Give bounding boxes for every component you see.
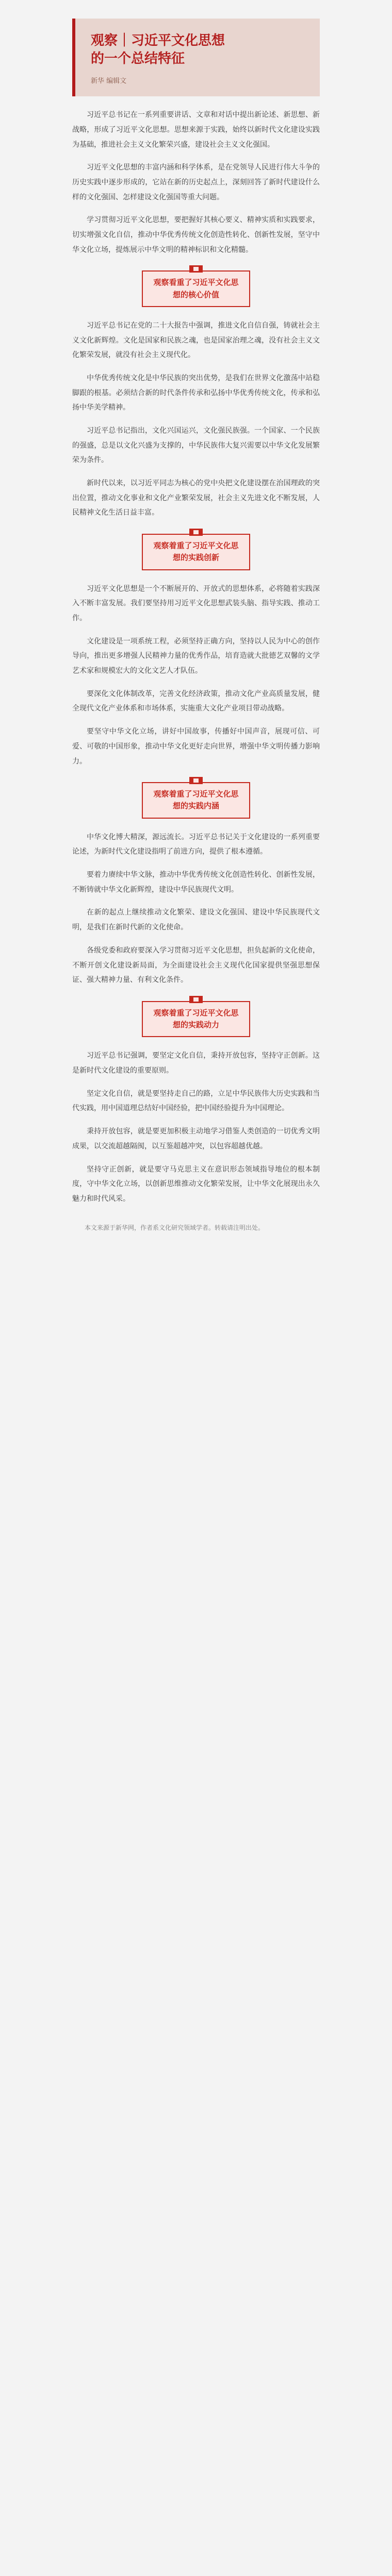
paragraph: 习近平文化思想的丰富内涵和科学体系，是在党领导人民进行伟大斗争的历史实践中逐步形成的，它站在新的历史起点上，深刻回答了新时代建设什么样的文化强国、怎样建设文化强国等重大问题。	[72, 163, 320, 201]
section-2	[72, 582, 320, 769]
paragraph: 文化建设是一项系统工程，必须坚持正确方向，坚持以人民为中心的创作导向，推出更多增强人民精神力量的优秀作品，培育造就大批德艺双馨的文学艺术家和规模宏大的文化文艺人才队伍。	[72, 637, 320, 675]
paragraph: 习近平总书记强调，要坚定文化自信，秉持开放包容，坚持守正创新。这是新时代文化建设的重要原则。	[72, 1052, 320, 1075]
article-title-line2: 的一个总结特征	[91, 51, 185, 67]
paragraph: 习近平文化思想是一个不断展开的、开放式的思想体系，必将随着实践深入不断丰富发展。我们要坚持用习近平文化思想武装头脑、指导实践、推动工作。	[72, 584, 320, 622]
paragraph: 要着力赓续中华文脉，推动中华优秀传统文化创造性转化、创新性发展，不断铸就中华文化新辉煌，建设中华民族现代文明。	[72, 871, 320, 894]
section-heading-2	[142, 534, 250, 570]
ribbon-icon	[189, 777, 203, 784]
paragraph: 要坚守中华文化立场，讲好中国故事，传播好中国声音，展现可信、可爱、可敬的中国形象，推动中华文化更好走向世界，增强中华文明传播力影响力。	[72, 727, 320, 766]
section-heading-text: 观察看重了习近平文化思想的核心价值	[153, 278, 239, 299]
section-heading-1	[142, 270, 250, 307]
footer-note: 本文来源于新华网，作者系文化研究领域学者。转载请注明出处。	[85, 1224, 265, 1231]
paragraph: 坚定文化自信，就是要坚持走自己的路，立足中华民族伟大历史实践和当代实践，用中国道理总结好中国经验，把中国经验提升为中国理论。	[72, 1089, 320, 1113]
article-byline: 新华 编辑文	[91, 77, 127, 86]
ribbon-icon	[189, 996, 203, 1003]
section-heading-text: 观察着重了习近平文化思想的实践动力	[153, 1008, 239, 1030]
ribbon-icon	[189, 265, 203, 273]
paragraph: 要深化文化体制改革，完善文化经济政策，推动文化产业高质量发展，健全现代文化产业体系和市场体系，实施重大文化产业项目带动战略。	[72, 689, 320, 713]
section-1	[72, 318, 320, 520]
paragraph: 新时代以来，以习近平同志为核心的党中央把文化建设摆在治国理政的突出位置，推动文化事业和文化产业繁荣发展，社会主义先进文化不断发展，人民精神文化生活日益丰富。	[72, 479, 320, 517]
section-heading-text: 观察着重了习近平文化思想的实践内涵	[153, 789, 239, 811]
article-body	[72, 108, 320, 1206]
paragraph: 秉持开放包容，就是要更加积极主动地学习借鉴人类创造的一切优秀文明成果，以交流超越隔阂，以互鉴超越冲突，以包容超越优越。	[72, 1127, 320, 1150]
section-heading-text: 观察着重了习近平文化思想的实践创新	[153, 541, 239, 563]
paragraph: 习近平总书记在党的二十大报告中强调，推进文化自信自强，铸就社会主义文化新辉煌。文化是国家和民族之魂，也是国家治理之魂，没有社会主义文化繁荣发展，就没有社会主义现代化。	[72, 321, 320, 360]
paragraph: 习近平总书记在一系列重要讲话、文章和对话中提出新论述、新思想、新战略，形成了习近平文化思想。思想来源于实践，始终以新时代文化建设实践为基础，推进社会主义文化繁荣兴盛，建设社会主义文化强国。	[72, 111, 320, 149]
section-4	[72, 1048, 320, 1206]
paragraph: 坚持守正创新，就是要守马克思主义在意识形态领域指导地位的根本制度，守中华文化立场，以创新思维推动文化繁荣发展，让中华文化展现出永久魅力和时代风采。	[72, 1165, 320, 1203]
paragraph: 习近平总书记指出，文化兴国运兴，文化强民族强。一个国家、一个民族的强盛，总是以文化兴盛为支撑的，中华民族伟大复兴需要以中华文化发展繁荣为条件。	[72, 427, 320, 465]
ribbon-icon	[189, 529, 203, 536]
paragraph: 中华优秀传统文化是中华民族的突出优势，是我们在世界文化激荡中站稳脚跟的根基。必须结合新的时代条件传承和弘扬中华优秀传统文化，传承和弘扬中华美学精神。	[72, 374, 320, 412]
article-page	[0, 19, 392, 2576]
paragraph: 学习贯彻习近平文化思想，要把握好其核心要义、精神实质和实践要求，切实增强文化自信，推动中华优秀传统文化创造性转化、创新性发展，坚守中华文化立场，提炼展示中华文明的精神标识和文化精髓。	[72, 216, 320, 254]
section-heading-4	[142, 1001, 250, 1038]
paragraph: 各级党委和政府要深入学习贯彻习近平文化思想，担负起新的文化使命，不断开创文化建设新局面，为全面建设社会主义现代化国家提供坚强思想保证、强大精神力量、有利文化条件。	[72, 946, 320, 985]
section-3	[72, 830, 320, 988]
paragraph: 中华文化博大精深，源远流长。习近平总书记关于文化建设的一系列重要论述，为新时代文化建设指明了前进方向，提供了根本遵循。	[72, 833, 320, 856]
section-heading-3	[142, 782, 250, 819]
paragraph: 在新的起点上继续推动文化繁荣、建设文化强国、建设中华民族现代文明，是我们在新时代新的文化使命。	[72, 908, 320, 932]
section-intro	[72, 108, 320, 257]
article-title-line1: 观察｜习近平文化思想	[91, 33, 225, 48]
article-header	[72, 19, 320, 96]
